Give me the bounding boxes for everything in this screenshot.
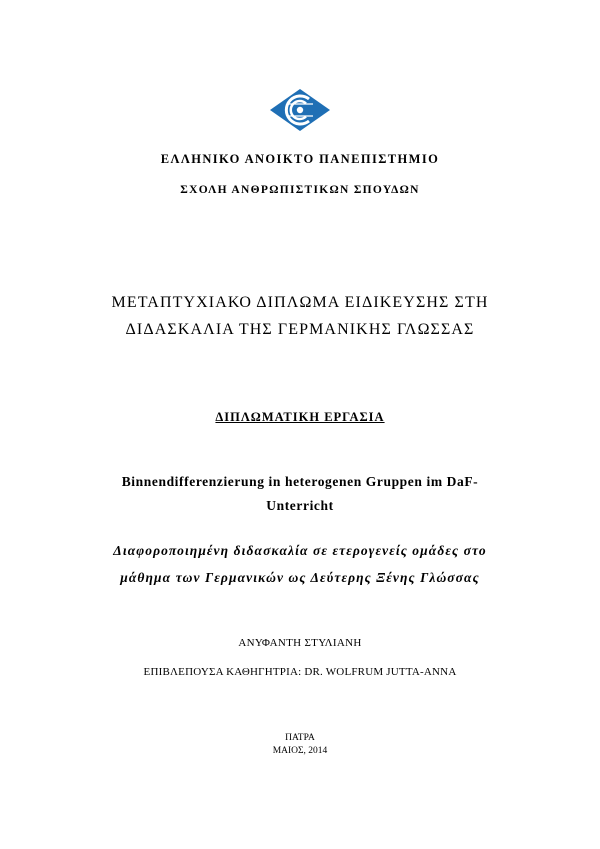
city: ΠΑΤΡΑ: [285, 733, 315, 743]
university-logo-icon: [269, 88, 331, 132]
german-title-line-1: Binnendifferenzierung in heterogenen Gruppen im DaF-: [121, 474, 479, 489]
program-line-2: ΔΙΔΑΣΚΑΛΙΑ ΤΗΣ ΓΕΡΜΑΝΙΚΗΣ ΓΛΩΣΣΑΣ: [125, 321, 475, 338]
thesis-type: ΔΙΠΛΩΜΑΤΙΚΗ ΕΡΓΑΣΙΑ: [215, 410, 385, 424]
university-name: ΕΛΛΗΝΙΚΟ ΑΝΟΙΚΤΟ ΠΑΝΕΠΙΣΤΗΜΙΟ: [160, 152, 440, 166]
greek-title-line-1: Διαφοροποιημένη διδασκαλία σε ετερογενείς ομάδες στο: [113, 543, 487, 558]
date: ΜΑΙΟΣ, 2014: [272, 746, 328, 756]
program-line-1: ΜΕΤΑΠΤΥΧΙΑΚΟ ΔΙΠΛΩΜΑ ΕΙΔΙΚΕΥΣΗΣ ΣΤΗ: [111, 294, 489, 311]
supervisor-name: ΕΠΙΒΛΕΠΟΥΣΑ ΚΑΘΗΓΗΤΡΙΑ: DR. WOLFRUM JUTTA-ANNA: [143, 666, 457, 678]
german-title-line-2: Unterricht: [266, 498, 334, 513]
author-name: ΑΝΥΦΑΝΤΗ ΣΤΥΛΙΑΝΗ: [238, 637, 362, 649]
greek-title-line-2: μάθημα των Γερμανικών ως Δεύτερης Ξένης Γλώσσας: [120, 570, 480, 585]
school-name: ΣΧΟΛΗ ΑΝΘΡΩΠΙΣΤΙΚΩΝ ΣΠΟΥΔΩΝ: [180, 184, 420, 196]
